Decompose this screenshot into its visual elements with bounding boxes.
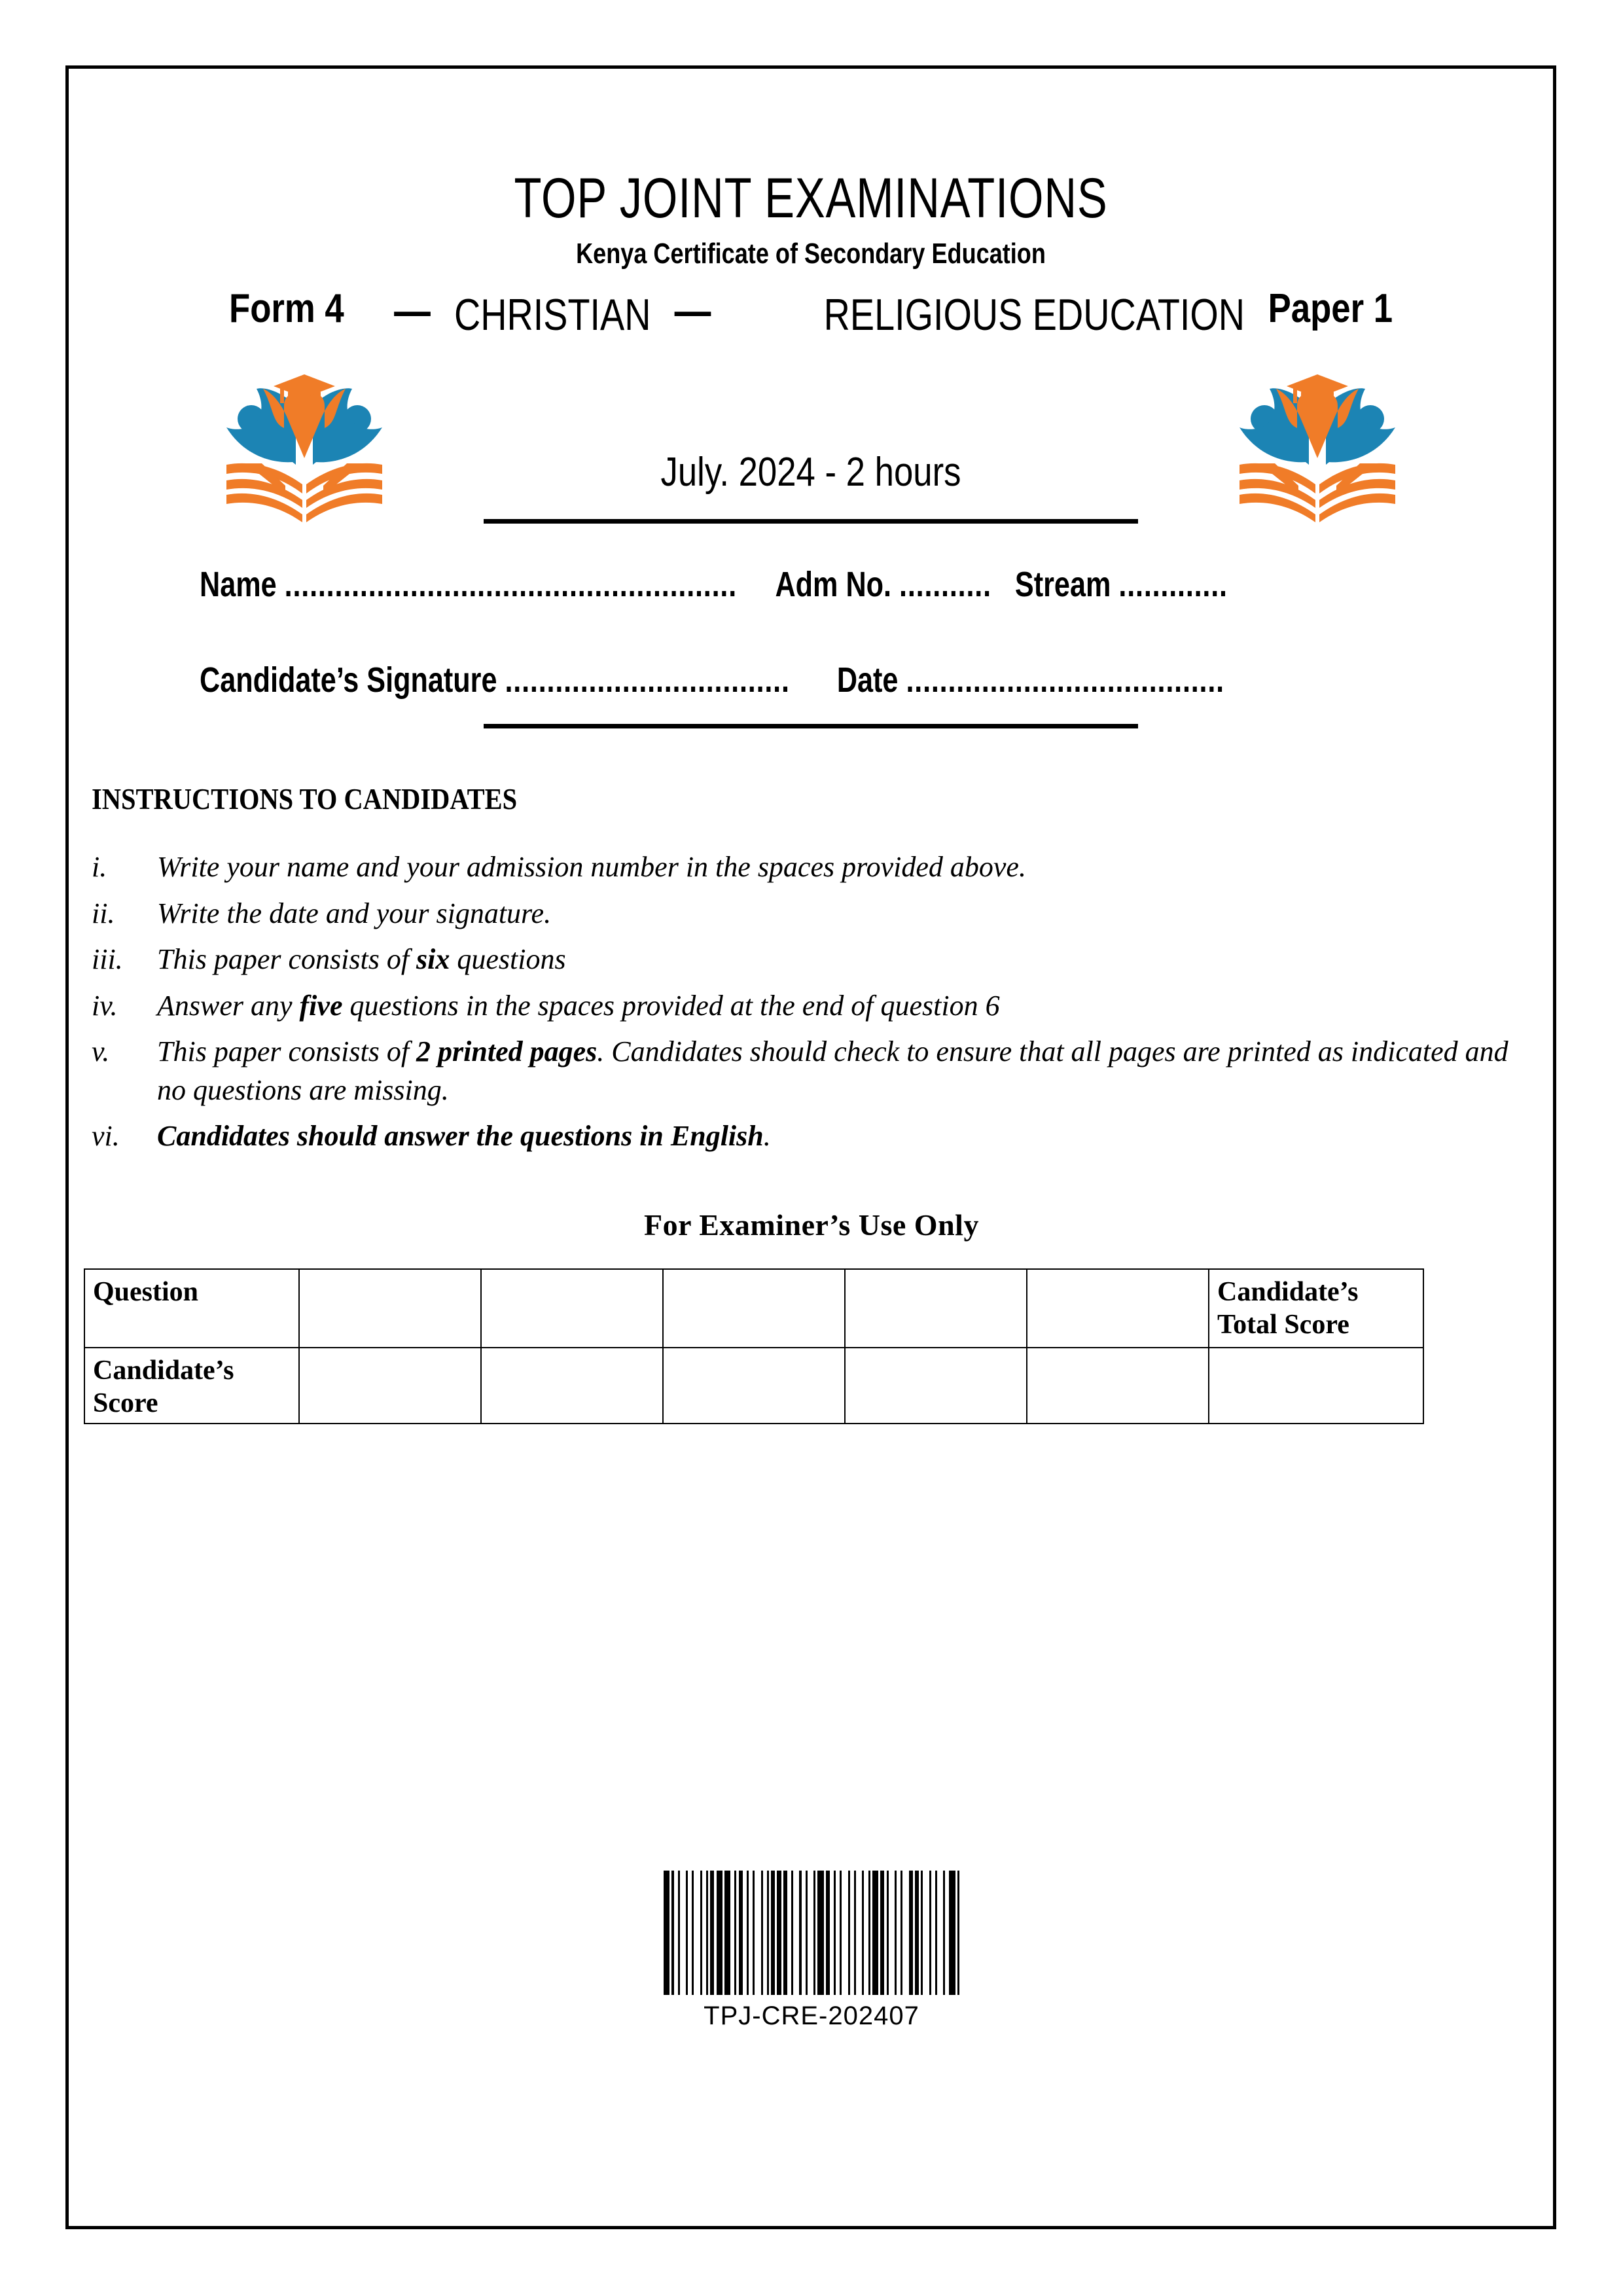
name-input-line[interactable]: ...................................................... [284, 565, 738, 604]
instruction-text-bold: Candidates should answer the questions in English [157, 1120, 764, 1153]
candidate-total-score-cell[interactable] [1209, 1348, 1423, 1424]
barcode-label: TPJ-CRE-202407 [704, 2001, 919, 2030]
document-header [65, 65, 1556, 728]
instruction-item-3 [92, 941, 1531, 979]
instruction-item-4 [92, 987, 1531, 1026]
instruction-item-5 [92, 1033, 1531, 1109]
divider-rule-bottom [484, 724, 1138, 728]
examiner-score-table [84, 1268, 1424, 1424]
question-cell-1[interactable] [299, 1269, 481, 1348]
instruction-number: iii. [92, 943, 123, 976]
subject-name-line1: CHRISTIAN [454, 290, 651, 340]
question-cell-3[interactable] [663, 1269, 845, 1348]
question-cell-5[interactable] [1027, 1269, 1209, 1348]
title-row [65, 275, 1556, 471]
instructions-section [92, 784, 1531, 1164]
instruction-text-pre: This paper consists of [157, 943, 417, 976]
examiner-use-title: For Examiner’s Use Only [644, 1208, 979, 1242]
signature-input-line[interactable]: .................................. [505, 660, 790, 700]
instruction-text-post: questions [450, 943, 566, 976]
dash-left-icon: — [394, 286, 431, 336]
instruction-text-post: questions in the spaces provided at the end of question 6 [342, 989, 1000, 1022]
instructions-heading: INSTRUCTIONS TO CANDIDATES [92, 782, 518, 816]
subject-line-2: RELIGIOUS EDUCATION [823, 290, 1245, 340]
candidate-score-header-cell: Candidate’s Score [84, 1348, 299, 1424]
score-cell-3[interactable] [663, 1348, 845, 1424]
barcode-image [664, 1871, 959, 1995]
instruction-number: ii. [92, 897, 115, 929]
instruction-number: v. [92, 1035, 110, 1068]
instruction-text-post: . [763, 1120, 771, 1153]
question-cell-2[interactable] [481, 1269, 663, 1348]
score-cell-1[interactable] [299, 1348, 481, 1424]
score-cell-4[interactable] [845, 1348, 1027, 1424]
subject-block [65, 281, 1556, 340]
question-header-cell: Question [84, 1269, 299, 1348]
name-label: Name [200, 565, 277, 604]
date-input-line[interactable]: ...................................... [906, 660, 1224, 700]
score-cell-5[interactable] [1027, 1348, 1209, 1424]
candidate-total-score-header-cell: Candidate’s Total Score [1209, 1269, 1423, 1348]
question-cell-4[interactable] [845, 1269, 1027, 1348]
candidate-signature-row [200, 662, 1285, 698]
instruction-number: vi. [92, 1120, 120, 1153]
instruction-text-bold: 2 printed pages [416, 1035, 597, 1068]
barcode-block [0, 1862, 1623, 2031]
exam-subtitle: Kenya Certificate of Secondary Education [576, 238, 1046, 270]
candidate-identity-row [200, 567, 1285, 602]
instruction-text [157, 1117, 1518, 1156]
exam-date-duration: July. 2024 - 2 hours [660, 450, 961, 495]
date-label: Date [836, 660, 899, 700]
table-row [84, 1348, 1423, 1424]
instruction-text-pre: This paper consists of [157, 1035, 417, 1068]
instruction-text [157, 941, 1518, 979]
instruction-text-post: . Candidates should check to ensure that all pages are printed as indicated and no questions are missing. [157, 1035, 1508, 1106]
instructions-list [92, 848, 1531, 1156]
instruction-text-bold: six [416, 943, 450, 976]
instruction-text [157, 987, 1518, 1026]
exam-title: TOP JOINT EXAMINATIONS [514, 167, 1108, 230]
instruction-text [157, 1033, 1518, 1109]
adm-no-input-line[interactable]: ........... [899, 565, 991, 604]
score-cell-2[interactable] [481, 1348, 663, 1424]
instruction-number: i. [92, 851, 107, 883]
stream-label: Stream [1014, 565, 1111, 604]
instruction-text-bold: five [299, 989, 343, 1022]
education-logo-right [1236, 365, 1399, 529]
dash-right-icon: — [675, 286, 711, 336]
instruction-text-pre: Answer any [157, 989, 300, 1022]
instruction-item-2 [92, 895, 1531, 933]
instruction-item-6 [92, 1117, 1531, 1156]
instruction-text: Write the date and your signature. [157, 897, 552, 929]
divider-rule-top [484, 519, 1138, 524]
instruction-number: iv. [92, 989, 118, 1022]
signature-label: Candidate’s Signature [200, 660, 497, 700]
adm-no-label: Adm No. [775, 565, 892, 604]
education-logo-left [223, 365, 386, 529]
instruction-text: Write your name and your admission number in the spaces provided above. [157, 851, 1026, 883]
form-label: Form 4 [229, 286, 344, 331]
table-row [84, 1269, 1423, 1348]
instruction-item-1 [92, 848, 1531, 887]
stream-input-line[interactable]: ............. [1118, 565, 1228, 604]
paper-label: Paper 1 [1268, 286, 1393, 331]
subject-line-1 [371, 285, 735, 340]
